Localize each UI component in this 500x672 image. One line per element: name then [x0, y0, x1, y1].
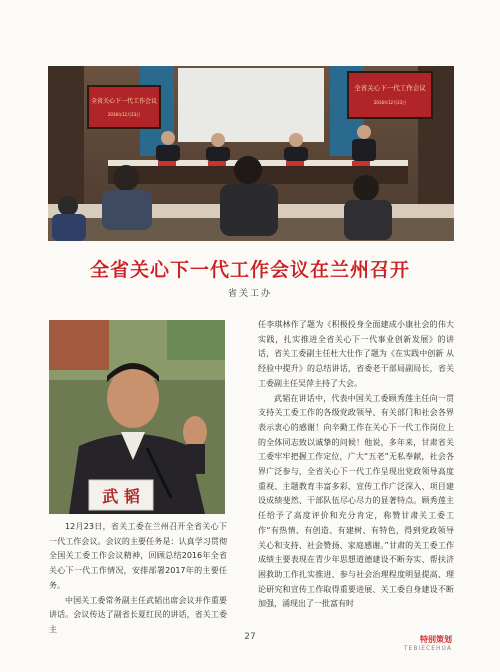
article-title: 全省关心下一代工作会议在兰州召开 — [89, 259, 410, 281]
right-paragraph-2: 武韬在讲话中，代表中国关工委顾秀莲主任向一贯支持关工委工作的各级党政领导、有关部门和社会各界表示衷心的感谢！向辛勤工作在关心下一代工作岗位上的全体同志致以诚挚的问候！他说，多年来，甘肃省关工委牢牢把握工作定位，广大“五老”无私奉献，社会各界广泛参与，全省关心下一代工作呈现出党政领导高度重视、主题教育丰富多彩、宣传工作广泛深入、项目建设成绩斐然、干部队伍尽心尽力的显著特点。顾秀莲主任给予了高度评价和充分肯定，称赞甘肃关工委工作“有热情、有创造、有建树、有特色，得到党政领导关心和支持、社会赞扬、家庭感谢。”甘肃的关工委工作成绩主要表现在青少年思想道德建设不断夯实、帮扶济困救助工作扎实推进、参与社会治理程度明显提高、理论研究和宣传工作取得重要进展、关工委自身建设不断加强，涌现出了一批富有时 — [258, 393, 454, 609]
right-banner-title: 全省关心下一代工作会议 — [354, 84, 426, 92]
left-banner-date: 2016年12月23日 — [107, 112, 141, 117]
page-number: 27 — [244, 632, 256, 642]
left-banner-title: 全省关心下一代工作会议 — [90, 98, 158, 105]
section-label-en: TEBIECEHUA — [403, 645, 452, 652]
section-brand — [404, 634, 452, 652]
right-column — [258, 318, 454, 612]
speaker-photo — [49, 320, 225, 514]
right-paragraph-1: 任李琪林作了题为《积极投身全面建成小康社会的伟大实践，扎实推进全省关心下一代事业创新发展》的讲话，省关工委副主任杜大仕作了题为《在实践中创新 从经验中提升》的总结讲话，省委老干部局副局长，省关工委副主任吴萍主持了大会。 — [258, 320, 454, 388]
meeting-photo-scene — [48, 66, 454, 241]
left-column — [49, 520, 227, 638]
section-label: 特别策划 — [420, 635, 452, 644]
left-paragraph-2: 中国关工委常务副主任武韬出席会议并作重要讲话。会议传达了副省长夏红民的讲话，省关工委主 — [49, 595, 227, 634]
meeting-photo — [48, 66, 454, 241]
article-byline: 省关工办 — [227, 289, 272, 299]
speaker-nameplate: 武 韬 — [102, 487, 140, 506]
speaker-photo-scene — [49, 320, 225, 514]
right-banner-date: 2016年12月23日 — [373, 100, 407, 105]
left-paragraph-1: 12月23日，省关工委在兰州召开全省关心下一代工作会议。会议的主要任务是：认真学习贯彻全国关工委工作会议精神，回顾总结2016年全省关心下一代工作情况，安排部署2017年的主要任务。 — [49, 522, 227, 590]
